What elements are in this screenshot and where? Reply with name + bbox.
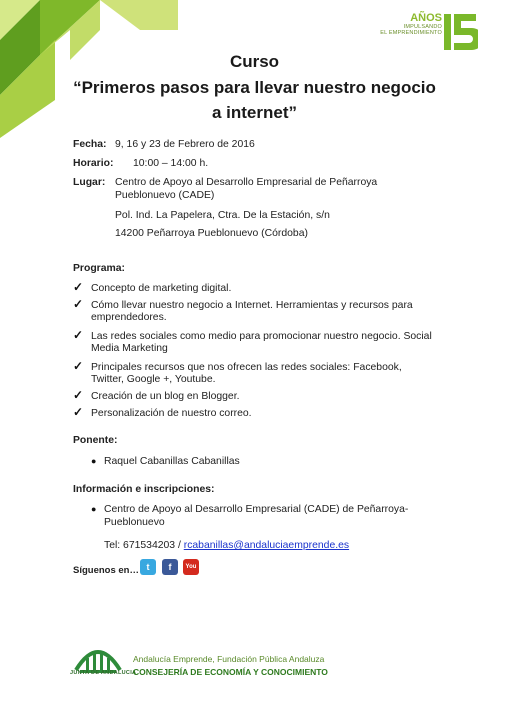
- course-subtitle-line2: a internet”: [211, 103, 298, 122]
- inscripciones-line1: Centro de Apoyo al Desarrollo Empresarial (CADE) de Peñarroya-: [104, 504, 409, 515]
- fecha-value: 9, 16 y 23 de Febrero de 2016: [115, 139, 255, 150]
- logo-line2: EL EMPRENDIMIENTO: [380, 30, 442, 36]
- footer-line2: CONSEJERÍA DE ECONOMÍA Y CONOCIMIENTO: [133, 667, 328, 677]
- anniversary-logo: [380, 12, 480, 54]
- check-icon: ✓: [73, 328, 84, 342]
- telephone: Tel: 671534203 /: [104, 540, 184, 551]
- horario-value: 10:00 – 14:00 h.: [133, 158, 209, 169]
- course-title: Curso: [229, 52, 280, 71]
- logo-15-icon: [442, 12, 478, 52]
- programa-heading: Programa:: [73, 263, 125, 274]
- lugar-label: Lugar:: [73, 177, 106, 188]
- lugar-line3: Pol. Ind. La Papelera, Ctra. De la Estación, s/n: [115, 210, 330, 221]
- email-link[interactable]: rcabanillas@andaluciaemprende.es: [183, 540, 350, 551]
- check-icon: ✓: [73, 359, 84, 373]
- programa-item-4-line2: Twitter, Google +, Youtube.: [91, 374, 216, 385]
- check-icon: ✓: [73, 388, 84, 402]
- course-subtitle-line1: “Primeros pasos para llevar nuestro negocio: [73, 78, 436, 97]
- facebook-icon[interactable]: f: [162, 559, 178, 575]
- programa-item-2-line1: Cómo llevar nuestro negocio a Internet. Herramientas y recursos para: [91, 300, 413, 311]
- junta-caption: JUNTA DE ANDALUCIA: [70, 670, 137, 676]
- lugar-line2: Pueblonuevo (CADE): [115, 190, 215, 201]
- programa-item-6: Personalización de nuestro correo.: [91, 408, 252, 419]
- programa-item-3-line1: Las redes sociales como medio para promocionar nuestro negocio. Social: [91, 331, 432, 342]
- check-icon: ✓: [73, 297, 84, 311]
- youtube-icon[interactable]: You: [183, 559, 199, 575]
- logo-anios: AÑOS: [410, 12, 442, 24]
- social-label: Síguenos en…: [73, 565, 139, 576]
- programa-item-1: Concepto de marketing digital.: [91, 283, 232, 294]
- lugar-line4: 14200 Peñarroya Pueblonuevo (Córdoba): [115, 228, 308, 239]
- check-icon: ✓: [73, 405, 84, 419]
- inscripciones-heading: Información e inscripciones:: [73, 484, 215, 495]
- ponente-name: Raquel Cabanillas Cabanillas: [104, 456, 240, 467]
- bullet-icon: ●: [91, 456, 97, 466]
- fecha-label: Fecha:: [73, 139, 107, 150]
- bullet-icon: ●: [91, 504, 97, 514]
- programa-item-3-line2: Media Marketing: [91, 343, 168, 354]
- programa-item-5: Creación de un blog en Blogger.: [91, 391, 240, 402]
- programa-item-2-line2: emprendedores.: [91, 312, 167, 323]
- logo-line1: IMPULSANDO: [403, 24, 442, 30]
- twitter-icon[interactable]: t: [140, 559, 156, 575]
- ponente-heading: Ponente:: [73, 435, 118, 446]
- horario-label: Horario:: [73, 158, 114, 169]
- contact-line: [104, 539, 349, 552]
- lugar-line1: Centro de Apoyo al Desarrollo Empresarial de Peñarroya: [115, 177, 378, 188]
- inscripciones-line2: Pueblonuevo: [104, 517, 165, 528]
- programa-item-4-line1: Principales recursos que nos ofrecen las redes sociales: Facebook,: [91, 362, 402, 373]
- footer-line1: Andalucía Emprende, Fundación Pública Andaluza: [133, 654, 325, 664]
- check-icon: ✓: [73, 280, 84, 294]
